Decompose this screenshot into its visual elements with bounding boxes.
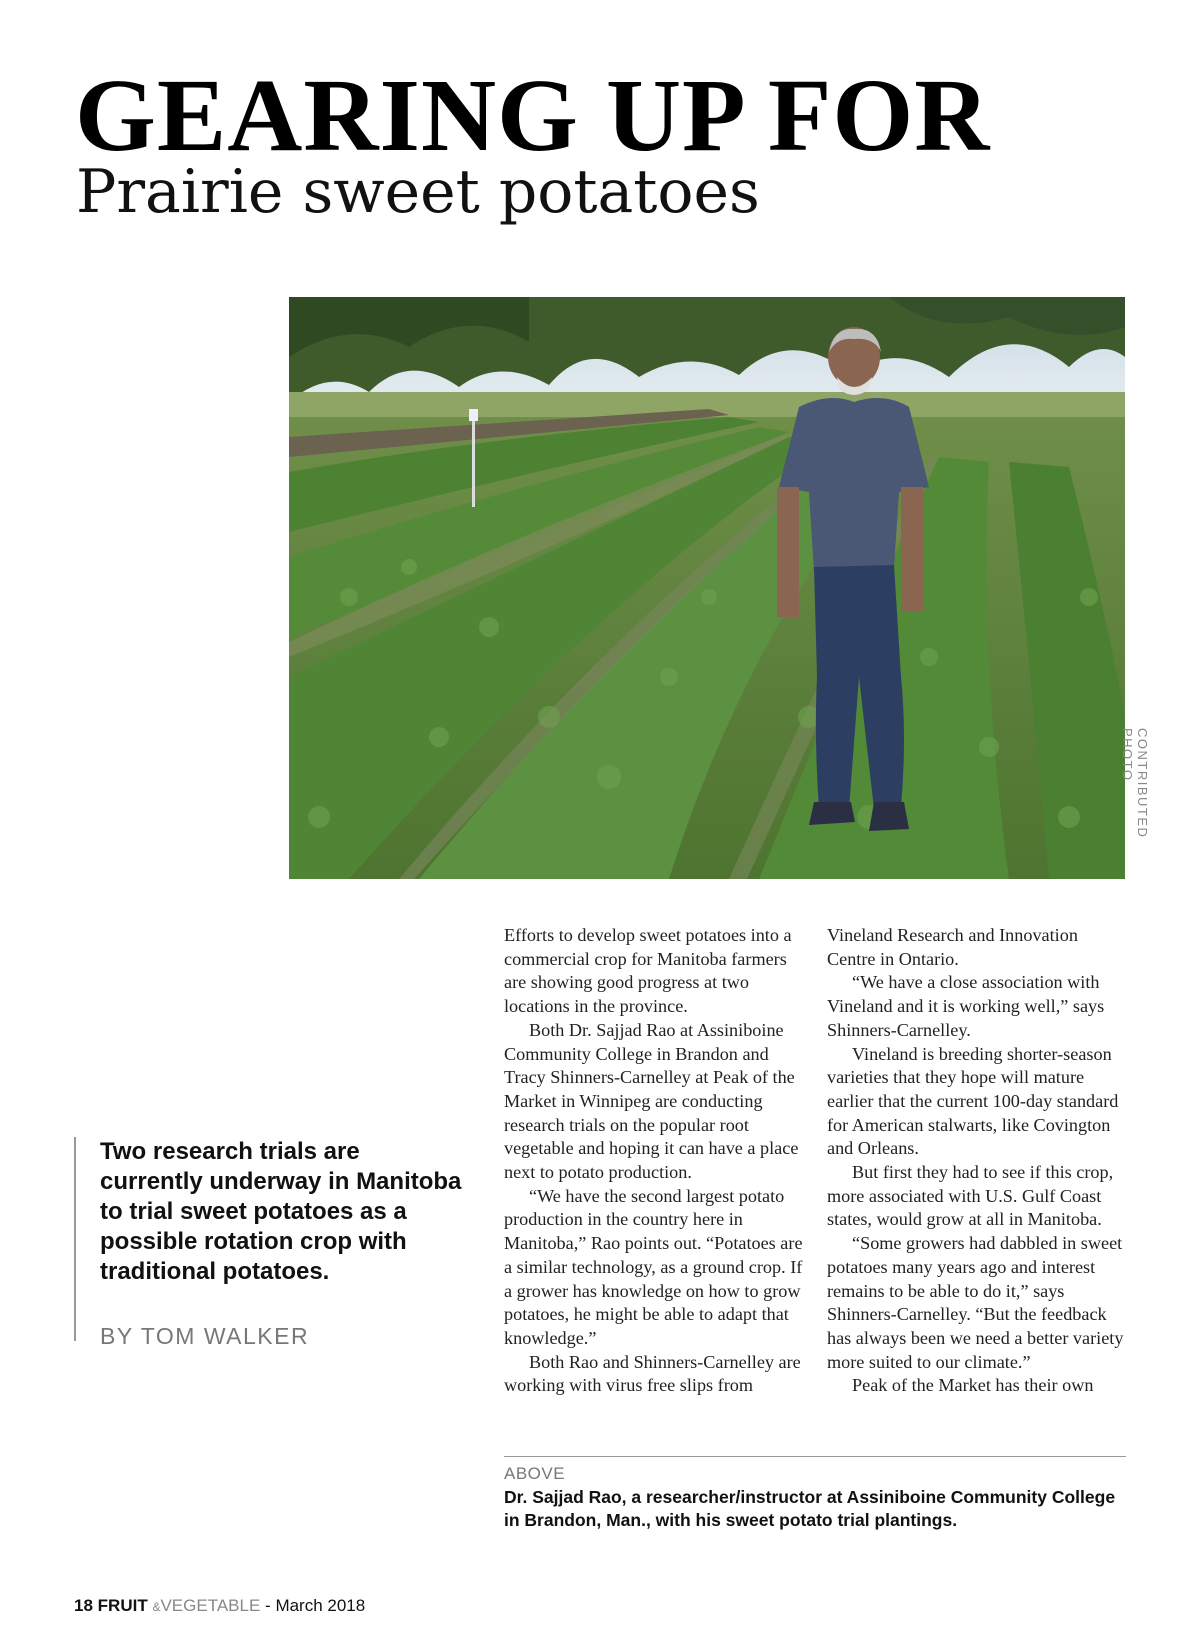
caption-divider <box>504 1456 1126 1457</box>
paragraph: Both Rao and Shinners-Carnelley are working with virus free slips from <box>504 1351 801 1396</box>
magazine-ampersand: & <box>152 1600 161 1614</box>
caption-label: ABOVE <box>504 1464 566 1483</box>
paragraph: “We have a close association with Vineland and it is working well,” says Shinners-Carnelley. <box>827 972 1105 1040</box>
subheadline: Prairie sweet potatoes <box>76 157 760 227</box>
photo-caption: Dr. Sajjad Rao, a researcher/instructor at Assiniboine Community College in Brandon, Man., with his sweet potato trial plantings. <box>504 1487 1116 1530</box>
photo-credit: CONTRIBUTED PHOTO <box>1120 728 1150 839</box>
magazine-name-vegetable: VEGETABLE <box>160 1596 261 1615</box>
paragraph: Vineland Research and Innovation Centre in Ontario. <box>827 925 1078 969</box>
paragraph: Vineland is breeding shorter-season varieties that they hope will mature earlier that the current 100-day standard for American stalwarts, like Covington and Orleans. <box>827 1043 1119 1159</box>
paragraph: “We have the second largest potato production in the country here in Manitoba,” Rao points out. “Potatoes are a similar technology, as a ground crop. If a grower has knowledge on how to grow potatoes, he might be able to adapt that knowledge.” <box>504 1185 803 1348</box>
paragraph: Efforts to develop sweet potatoes into a commercial crop for Manitoba farmers are showing good progress at two locations in the province. <box>504 925 792 1017</box>
body-column-2 <box>827 924 1129 1398</box>
headline: GEARING UP FOR <box>75 58 991 173</box>
deck: Two research trials are currently underway in Manitoba to trial sweet potatoes as a possible rotation crop with traditional potatoes. <box>100 1138 462 1285</box>
body-column-1 <box>504 924 806 1398</box>
paragraph: Both Dr. Sajjad Rao at Assiniboine Community College in Brandon and Tracy Shinners-Carnelley at Peak of the Market in Winnipeg are conducting research trials on the popular root vegetable and hoping it can have a place next to potato production. <box>504 1019 799 1183</box>
field-photo <box>289 297 1125 879</box>
page-number: 18 <box>74 1596 93 1615</box>
footer-separator: - <box>265 1596 271 1615</box>
page-footer <box>74 1596 365 1616</box>
issue-date: March 2018 <box>275 1596 366 1615</box>
byline: BY TOM WALKER <box>100 1323 310 1349</box>
paragraph: Peak of the Market has their own <box>852 1375 1094 1396</box>
paragraph: “Some growers had dabbled in sweet potatoes many years ago and interest remains to be able to do it,” says Shinners-Carnelley. “But the feedback has always been we need a better variety more suited to our climate.” <box>827 1233 1124 1372</box>
magazine-name-fruit: FRUIT <box>97 1596 148 1615</box>
pull-quote <box>74 1137 464 1349</box>
paragraph: But first they had to see if this crop, more associated with U.S. Gulf Coast states, would grow at all in Manitoba. <box>827 1162 1114 1230</box>
